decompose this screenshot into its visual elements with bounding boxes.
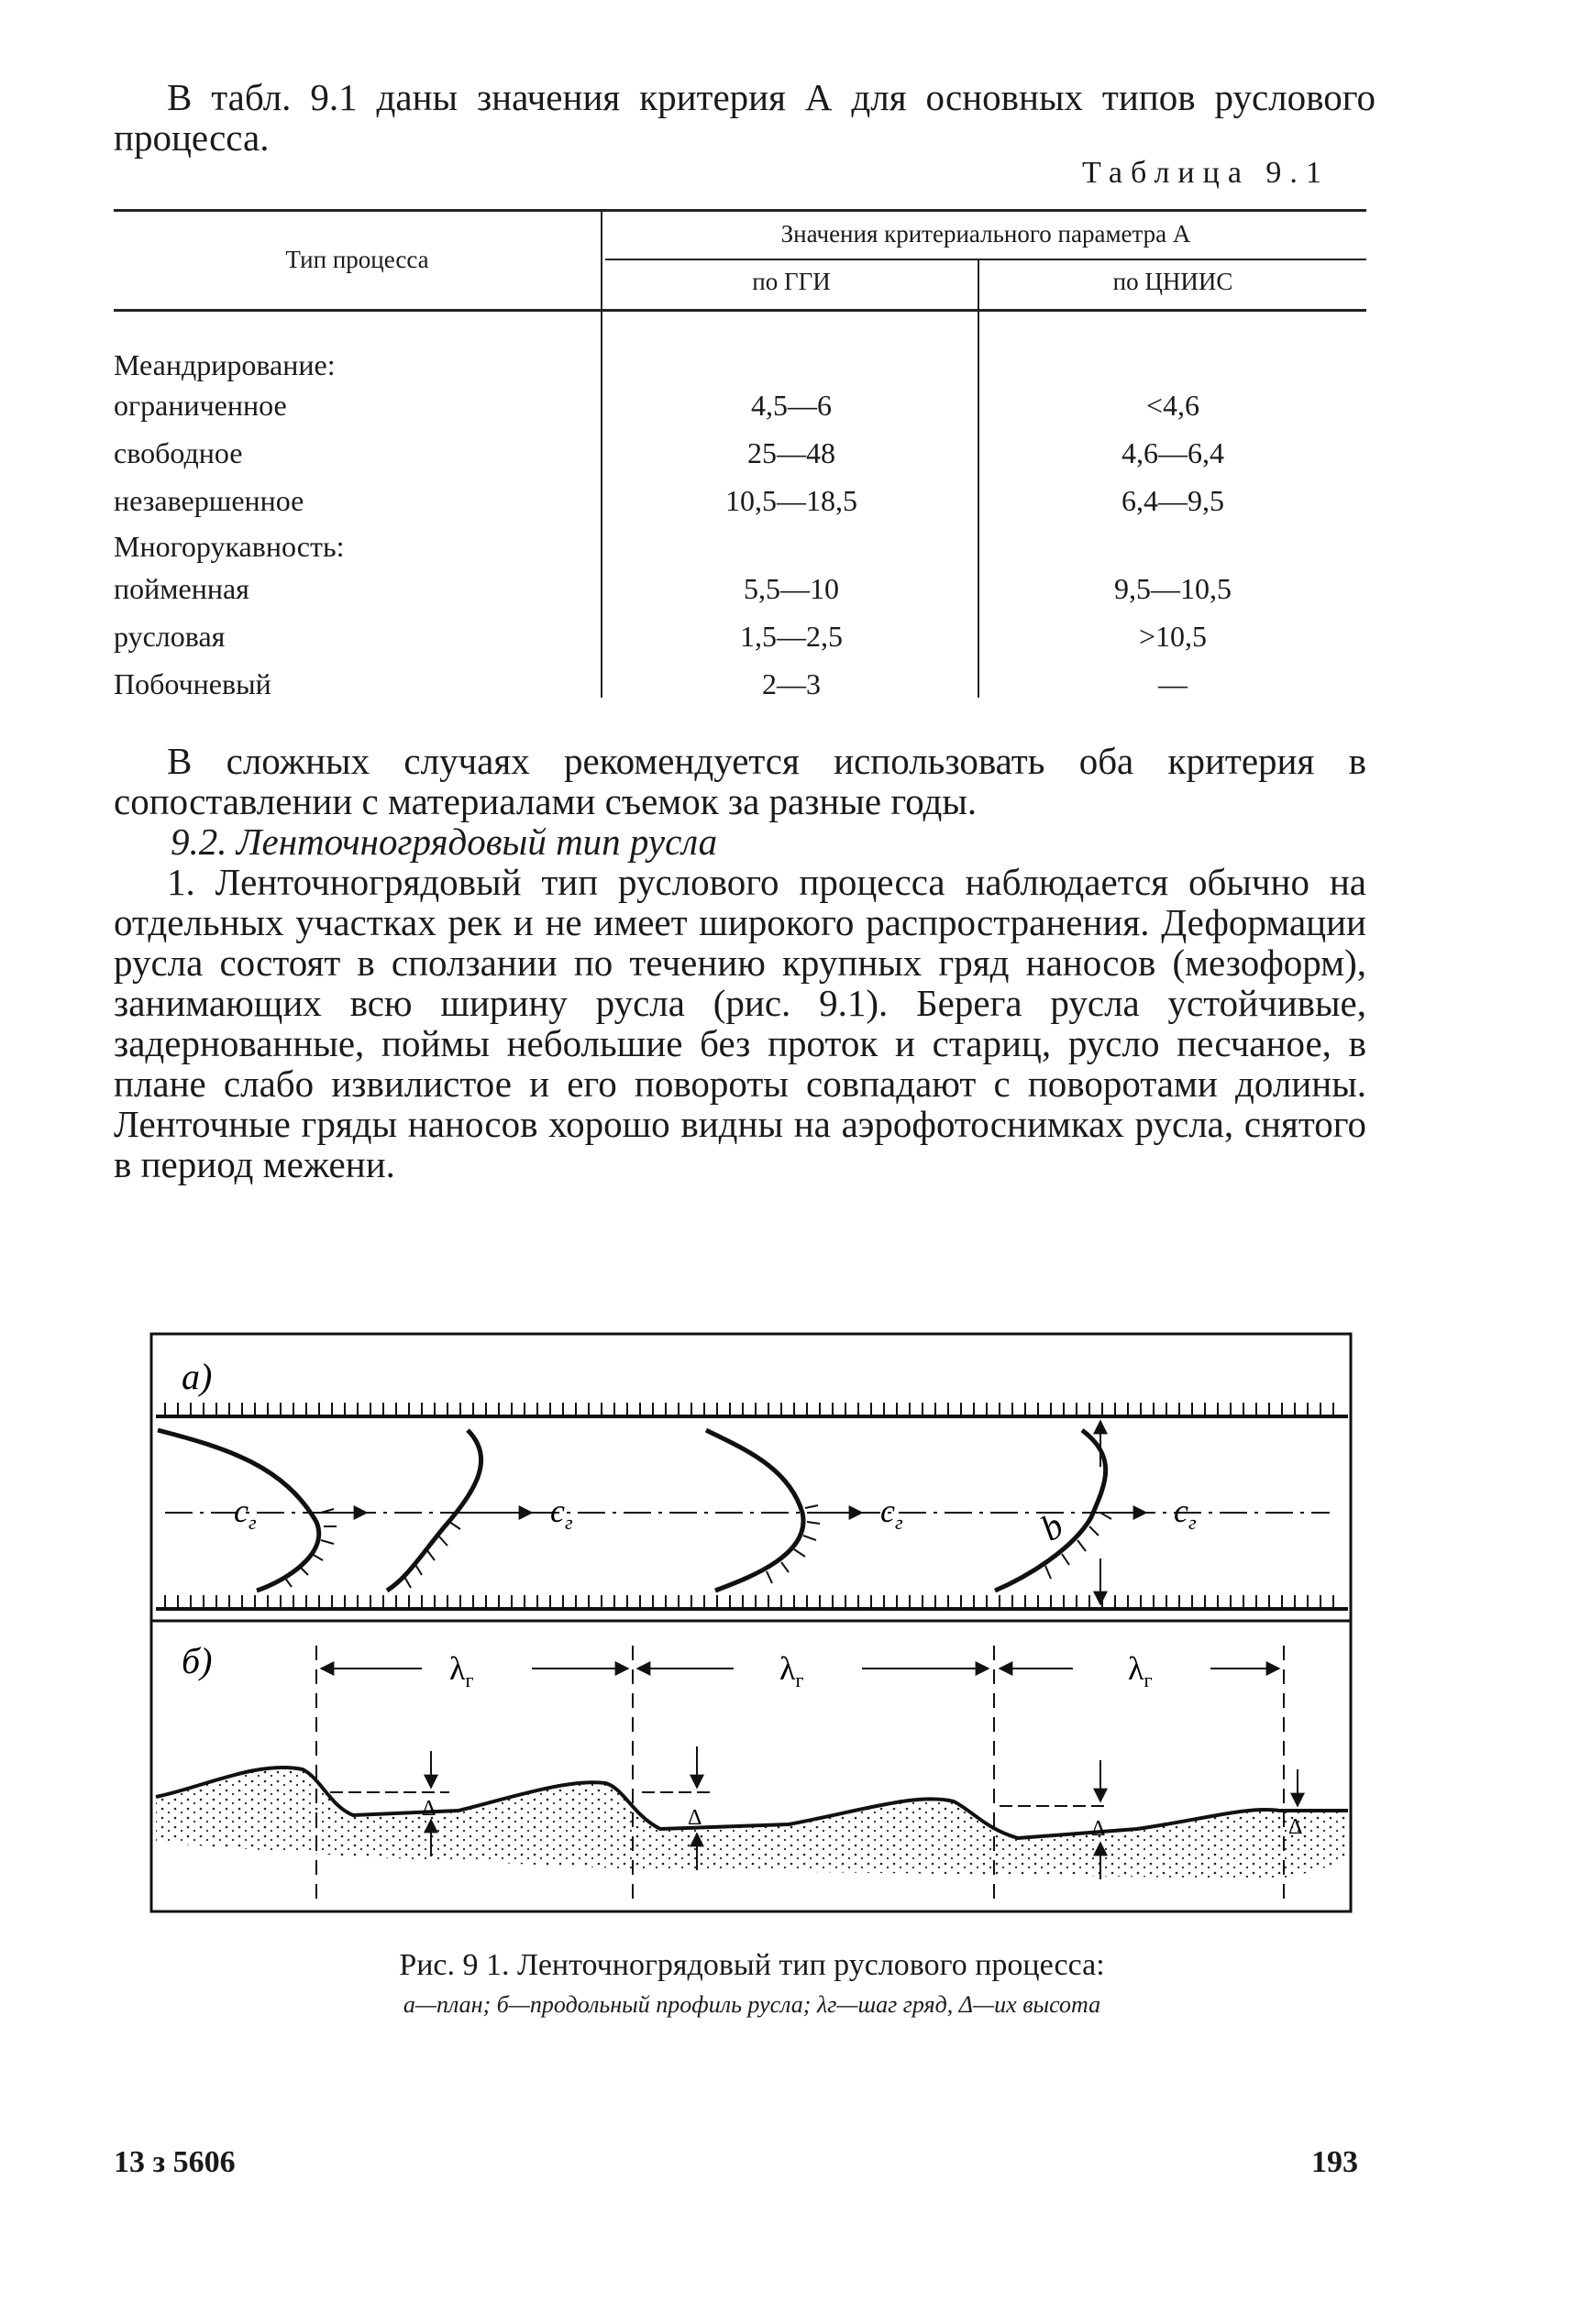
step-label-1: $\lambda_г$: [449, 1650, 474, 1691]
table-cell-cniis: >10,5: [1138, 620, 1208, 653]
bar-front-hatching: [284, 1505, 1111, 1588]
height-label-4: Δ: [1288, 1815, 1303, 1839]
table-header-ggi: по ГГИ: [752, 268, 831, 295]
table-header-cniis: по ЦНИИС: [1112, 268, 1233, 295]
table-subheader-rule: [605, 259, 1366, 260]
panel-a-label: а): [182, 1356, 213, 1397]
table-row-label: пойменная: [114, 572, 249, 605]
step-label-2: $\lambda_г$: [779, 1650, 804, 1691]
figure-9-1: [147, 1329, 1357, 1916]
table-header-type: Тип процесса: [285, 246, 429, 273]
table-cell-cniis: 9,5—10,5: [1114, 572, 1232, 605]
figure-caption-title: Рис. 9 1. Ленточногрядовый тип руслового процесса:: [399, 1948, 1105, 1982]
intro-paragraph: В табл. 9.1 даны значения критерия А для основных типов руслового процесса.: [114, 76, 1376, 159]
panel-b-profile: [156, 1640, 1348, 1907]
table-cell-ggi: 1,5—2,5: [740, 620, 843, 653]
height-label-1: Δ: [422, 1797, 436, 1821]
table-caption: Таблица 9.1: [1082, 156, 1330, 190]
width-label: b: [1033, 1503, 1070, 1549]
table-cell-ggi: 10,5—18,5: [725, 484, 857, 517]
speed-label-4: $с_г$: [1174, 1492, 1197, 1534]
table-header-rule: [114, 309, 1366, 312]
table-row-label: Побочневый: [114, 667, 271, 700]
height-label-3: Δ: [1091, 1817, 1106, 1841]
bottom-bank-hatching: [165, 1595, 1333, 1609]
table-top-rule: [114, 209, 1366, 212]
section-title: 9.2. Ленточногрядовый тип русла: [171, 821, 718, 863]
table-row-label: Меандрирование:: [114, 348, 336, 381]
table-row-label: свободное: [114, 436, 243, 469]
figure-caption-subtitle: а—план; б—продольный профиль русла; λг—шаг гряд, Δ—их высота: [403, 1991, 1101, 2018]
table-header-group: Значения критериального параметра А: [780, 220, 1191, 248]
top-bank-hatching: [165, 1403, 1333, 1416]
table-cell-ggi: 4,5—6: [751, 389, 832, 422]
table-row-label: русловая: [114, 620, 226, 653]
printer-signature: 13 з 5606: [114, 2145, 236, 2179]
table-row-label: Многорукавность:: [114, 530, 345, 563]
table-row-label: незавершенное: [114, 484, 304, 517]
table-cell-cniis: 6,4—9,5: [1121, 484, 1224, 517]
table-cell-cniis: <4,6: [1145, 389, 1200, 422]
section-body: 1. Ленточногрядовый тип руслового процесса наблюдается обычно на отдельных участках рек и не имеет широкого распространения. Деформации русла состоят в сползании по течению крупных гряд наносов (мезоформ), занимающих всю ширину русла (рис. 9.1). Берега русла устойчивые, задернованные, поймы небольшие без проток и стариц, русло песчаное, в плане слабо извилистое и его повороты совпадают с поворотами долины. Ленточные гряды наносов хорошо видны на аэрофотоснимках русла, снятого в период межени.: [114, 861, 1366, 1185]
table-cell-ggi: 2—3: [762, 667, 821, 700]
step-label-3: $\lambda_г$: [1128, 1650, 1153, 1691]
speed-label-2: $с_г$: [550, 1492, 573, 1534]
speed-label-3: $с_г$: [880, 1492, 903, 1534]
table-row-label: ограниченное: [114, 389, 287, 422]
height-label-2: Δ: [688, 1806, 702, 1830]
table-vline-1: [601, 212, 602, 698]
page-number: 193: [1311, 2145, 1358, 2179]
table-cell-cniis: —: [1158, 667, 1188, 700]
speed-label-1: $с_г$: [234, 1492, 257, 1534]
table-cell-ggi: 25—48: [747, 436, 835, 469]
panel-b-label: б): [182, 1640, 213, 1681]
table-cell-cniis: 4,6—6,4: [1121, 436, 1224, 469]
panel-a-plan: [156, 1356, 1348, 1609]
note-paragraph: В сложных случаях рекомендуется использовать оба критерия в сопоставлении с материалами съемок за разные годы.: [114, 740, 1366, 822]
table-cell-ggi: 5,5—10: [744, 572, 839, 605]
